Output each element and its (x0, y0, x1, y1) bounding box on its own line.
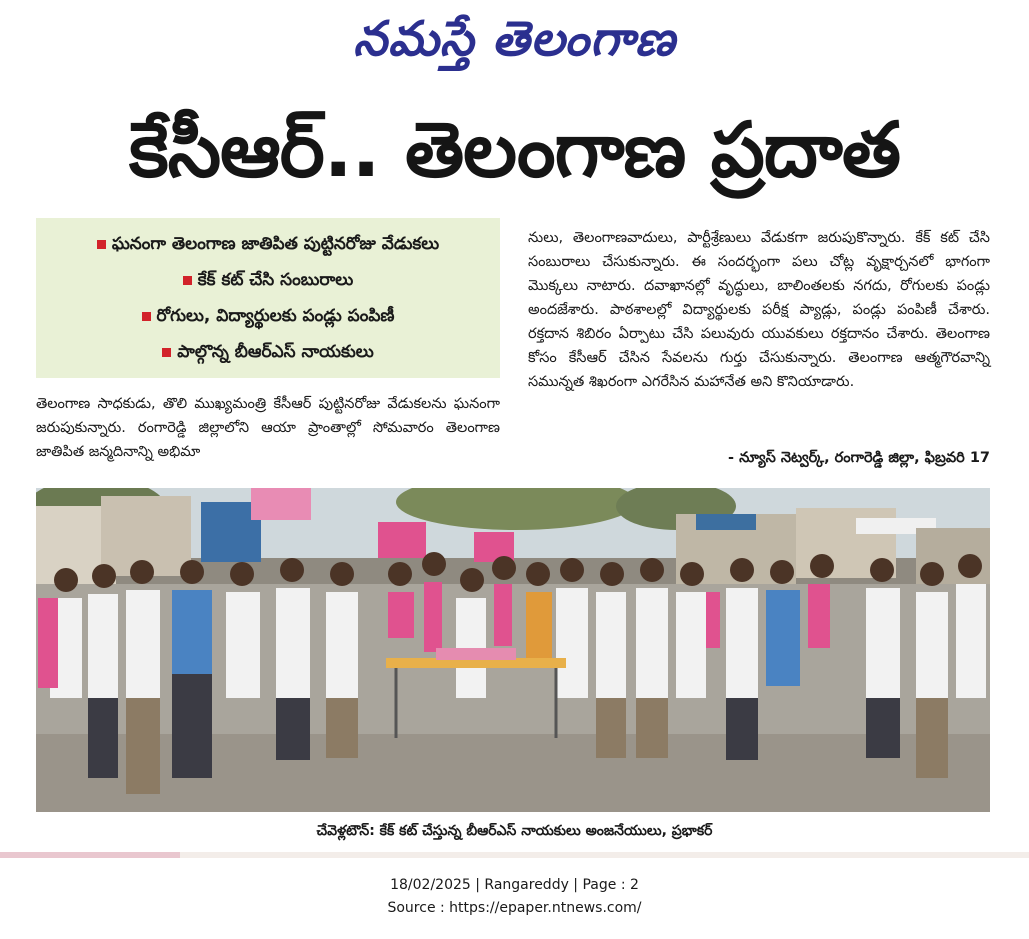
highlight-text: రోగులు, విద్యార్థులకు పండ్లు పంపిణీ (156, 306, 395, 326)
dateline: - న్యూస్ నెట్వర్క్, రంగారెడ్డి జిల్లా, ఫిబ్రవరి 17 (728, 450, 990, 466)
highlight-item (36, 232, 500, 256)
bullet-square-icon (97, 240, 106, 249)
masthead-logo: నమస్తే తెలంగాణ (353, 11, 676, 67)
bullet-square-icon (162, 348, 171, 357)
highlight-text: ఘనంగా తెలంగాణ జాతిపిత పుట్టినరోజు వేడుకలు (111, 234, 440, 254)
highlight-item (36, 304, 500, 328)
bullet-square-icon (142, 312, 151, 321)
page-edge-strip (0, 852, 1029, 858)
news-photo (36, 488, 990, 812)
highlights-box (36, 218, 500, 378)
source-footer (0, 874, 1029, 920)
footer-source-line: Source : https://epaper.ntnews.com/ (387, 900, 642, 916)
headline: కేసీఆర్.. తెలంగాణ ప్రదాత (129, 105, 900, 194)
highlight-item (36, 340, 500, 364)
article-left-column: తెలంగాణ సాధకుడు, తొలి ముఖ్యమంత్రి కేసీఆర్ పుట్టినరోజు వేడుకలను ఘనంగా జరుపుకున్నారు. రంగారెడ్డి జిల్లాలోని ఆయా ప్రాంతాల్లో సోమవారం తెలంగాణ జాతిపిత జన్మదినాన్ని అభిమా (36, 396, 500, 460)
footer-date-line: 18/02/2025 | Rangareddy | Page : 2 (390, 877, 639, 893)
photo-caption: చేవెళ్లటౌన్: కేక్ కట్ చేస్తున్న బీఆర్ఎస్ నాయకులు అంజనేయులు, ప్రభాకర్ (316, 823, 713, 839)
highlight-text: పాల్గొన్న బీఆర్ఎస్ నాయకులు (177, 342, 374, 362)
highlight-item (36, 268, 500, 292)
bullet-square-icon (183, 276, 192, 285)
group-photo-illustration (36, 488, 990, 812)
article-right-column: నులు, తెలంగాణవాదులు, పార్టీశ్రేణులు వేడుకగా జరుపుకొన్నారు. కేక్ కట్ చేసి సంబురాలు చేసుకున్నారు. ఈ సందర్భంగా పలు చోట్ల వృక్షార్చనలో భాగంగా మొక్కలు నాటారు. దవాఖానల్లో వృద్ధులు, బాలింతలకు నగదు, రోగులకు పండ్లు అందజేశారు. పాఠశాలల్లో విద్యార్థులకు పరీక్ష ప్యాడ్లు, పండ్లు పంపిణీ చేశారు. రక్తదాన శిబిరం ఏర్పాటు చేసి పలువురు యువకులు రక్తదానం చేశారు. తెలంగాణ కోసం కేసీఆర్ చేసిన సేవలను గుర్తు చేసుకున్నారు. తెలంగాణ ఆత్మగౌరవాన్ని సమున్నత శిఖరంగా ఎగరేసిన మహానేత అని కొనియాడారు. (528, 230, 990, 390)
adjacent-clip-edge (0, 852, 180, 858)
highlight-text: కేక్ కట్ చేసి సంబురాలు (197, 270, 354, 290)
